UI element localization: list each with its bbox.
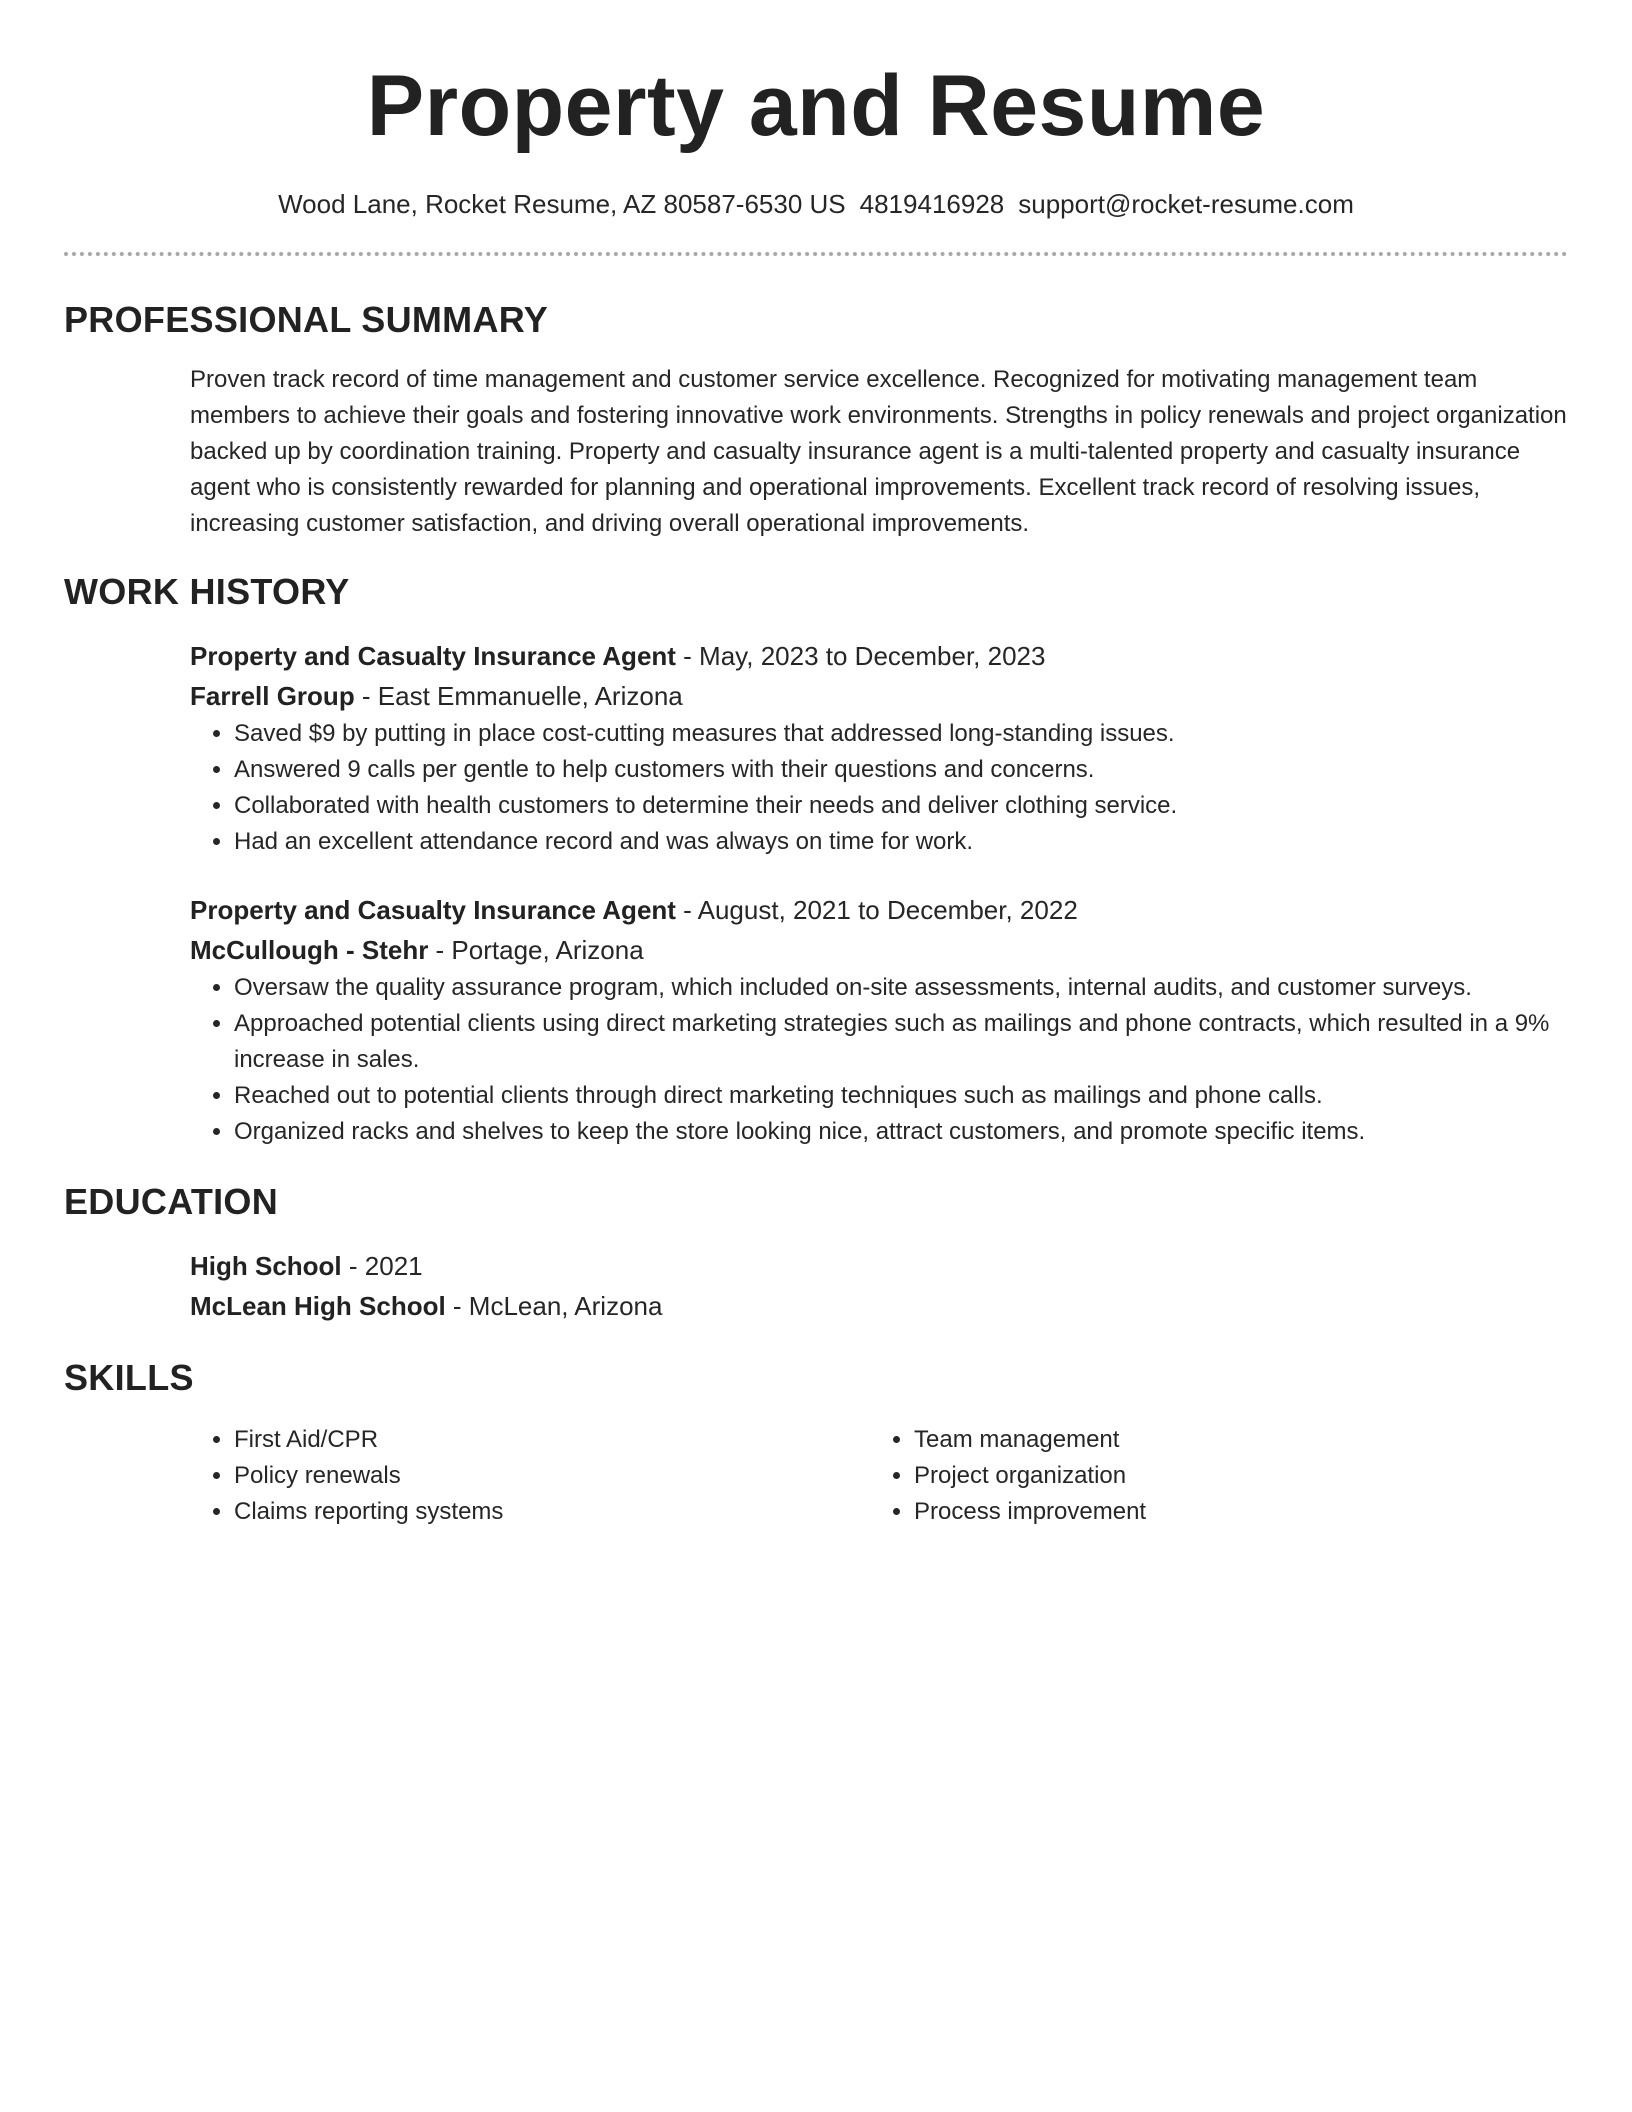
education-degree: High School (190, 1251, 342, 1281)
education-school: McLean High School (190, 1291, 446, 1321)
skills-column-left (190, 1422, 870, 1530)
education-year: - 2021 (341, 1251, 423, 1281)
skill-item: • Team management (914, 1422, 1550, 1458)
job-company: Farrell Group (190, 681, 355, 711)
job-entry (190, 890, 1568, 1150)
job-bullet-list (190, 716, 1568, 860)
job-bullet: • Had an excellent attendance record and was always on time for work. (234, 824, 1568, 860)
education-location: - McLean, Arizona (445, 1291, 663, 1321)
job-bullet: • Approached potential clients using direct marketing strategies such as mailings and phone contracts, which resulted in a 9% increase in sales. (234, 1006, 1568, 1078)
summary-text: Proven track record of time management and customer service excellence. Recognized for motivating management team members to achieve their goals and fostering innovative work environments. Strengths in policy renewals and project organization backed up by coordination training. Property and casualty insurance agent is a multi-talented property and casualty insurance agent who is consistently rewarded for planning and operational improvements. Excellent track record of resolving issues, increasing customer satisfaction, and driving overall operational improvements. (190, 366, 1567, 537)
education-school-line (190, 1286, 1568, 1326)
contact-email: support@rocket-resume.com (1018, 189, 1354, 219)
skill-item: • Project organization (914, 1458, 1550, 1494)
job-role: Property and Casualty Insurance Agent (190, 895, 676, 925)
skills-list (190, 1422, 870, 1530)
skills-column-right (870, 1422, 1550, 1530)
job-entry (190, 636, 1568, 860)
job-role: Property and Casualty Insurance Agent (190, 641, 676, 671)
education-section-title: EDUCATION (64, 1181, 279, 1222)
job-location: - East Emmanuelle, Arizona (354, 681, 683, 711)
job-company-line (190, 930, 1568, 970)
job-bullet-list (190, 970, 1568, 1150)
summary-section-title: PROFESSIONAL SUMMARY (64, 299, 549, 340)
skill-item: • Claims reporting systems (234, 1494, 870, 1530)
contact-address: Wood Lane, Rocket Resume, AZ 80587-6530 US (278, 189, 846, 219)
skills-section (64, 1422, 1568, 1530)
contact-line (64, 188, 1568, 220)
skill-item: • Process improvement (914, 1494, 1550, 1530)
job-location: - Portage, Arizona (428, 935, 644, 965)
education-section (64, 1246, 1568, 1326)
work-history-section-title: WORK HISTORY (64, 571, 350, 612)
education-degree-line (190, 1246, 1568, 1286)
job-bullet: • Saved $9 by putting in place cost-cutting measures that addressed long-standing issues. (234, 716, 1568, 752)
skills-section-title: SKILLS (64, 1357, 194, 1398)
job-company-line (190, 676, 1568, 716)
skills-list (870, 1422, 1550, 1530)
skill-item: • First Aid/CPR (234, 1422, 870, 1458)
skills-grid (190, 1422, 1568, 1530)
candidate-name: Property and Resume (366, 58, 1266, 154)
header-divider (64, 252, 1568, 256)
job-bullet: • Oversaw the quality assurance program, which included on-site assessments, internal audits, and customer surveys. (234, 970, 1568, 1006)
job-bullet: • Collaborated with health customers to determine their needs and deliver clothing service. (234, 788, 1568, 824)
skill-item: • Policy renewals (234, 1458, 870, 1494)
job-company: McCullough - Stehr (190, 935, 429, 965)
job-title-line (190, 890, 1568, 930)
job-dates: - May, 2023 to December, 2023 (675, 641, 1046, 671)
job-bullet: • Organized racks and shelves to keep the store looking nice, attract customers, and promote specific items. (234, 1114, 1568, 1150)
job-bullet: • Reached out to potential clients through direct marketing techniques such as mailings and phone calls. (234, 1078, 1568, 1114)
summary-section (64, 362, 1568, 542)
work-history-section (64, 636, 1568, 1150)
job-dates: - August, 2021 to December, 2022 (675, 895, 1078, 925)
contact-phone: 4819416928 (859, 189, 1005, 219)
job-title-line (190, 636, 1568, 676)
job-bullet: • Answered 9 calls per gentle to help customers with their questions and concerns. (234, 752, 1568, 788)
